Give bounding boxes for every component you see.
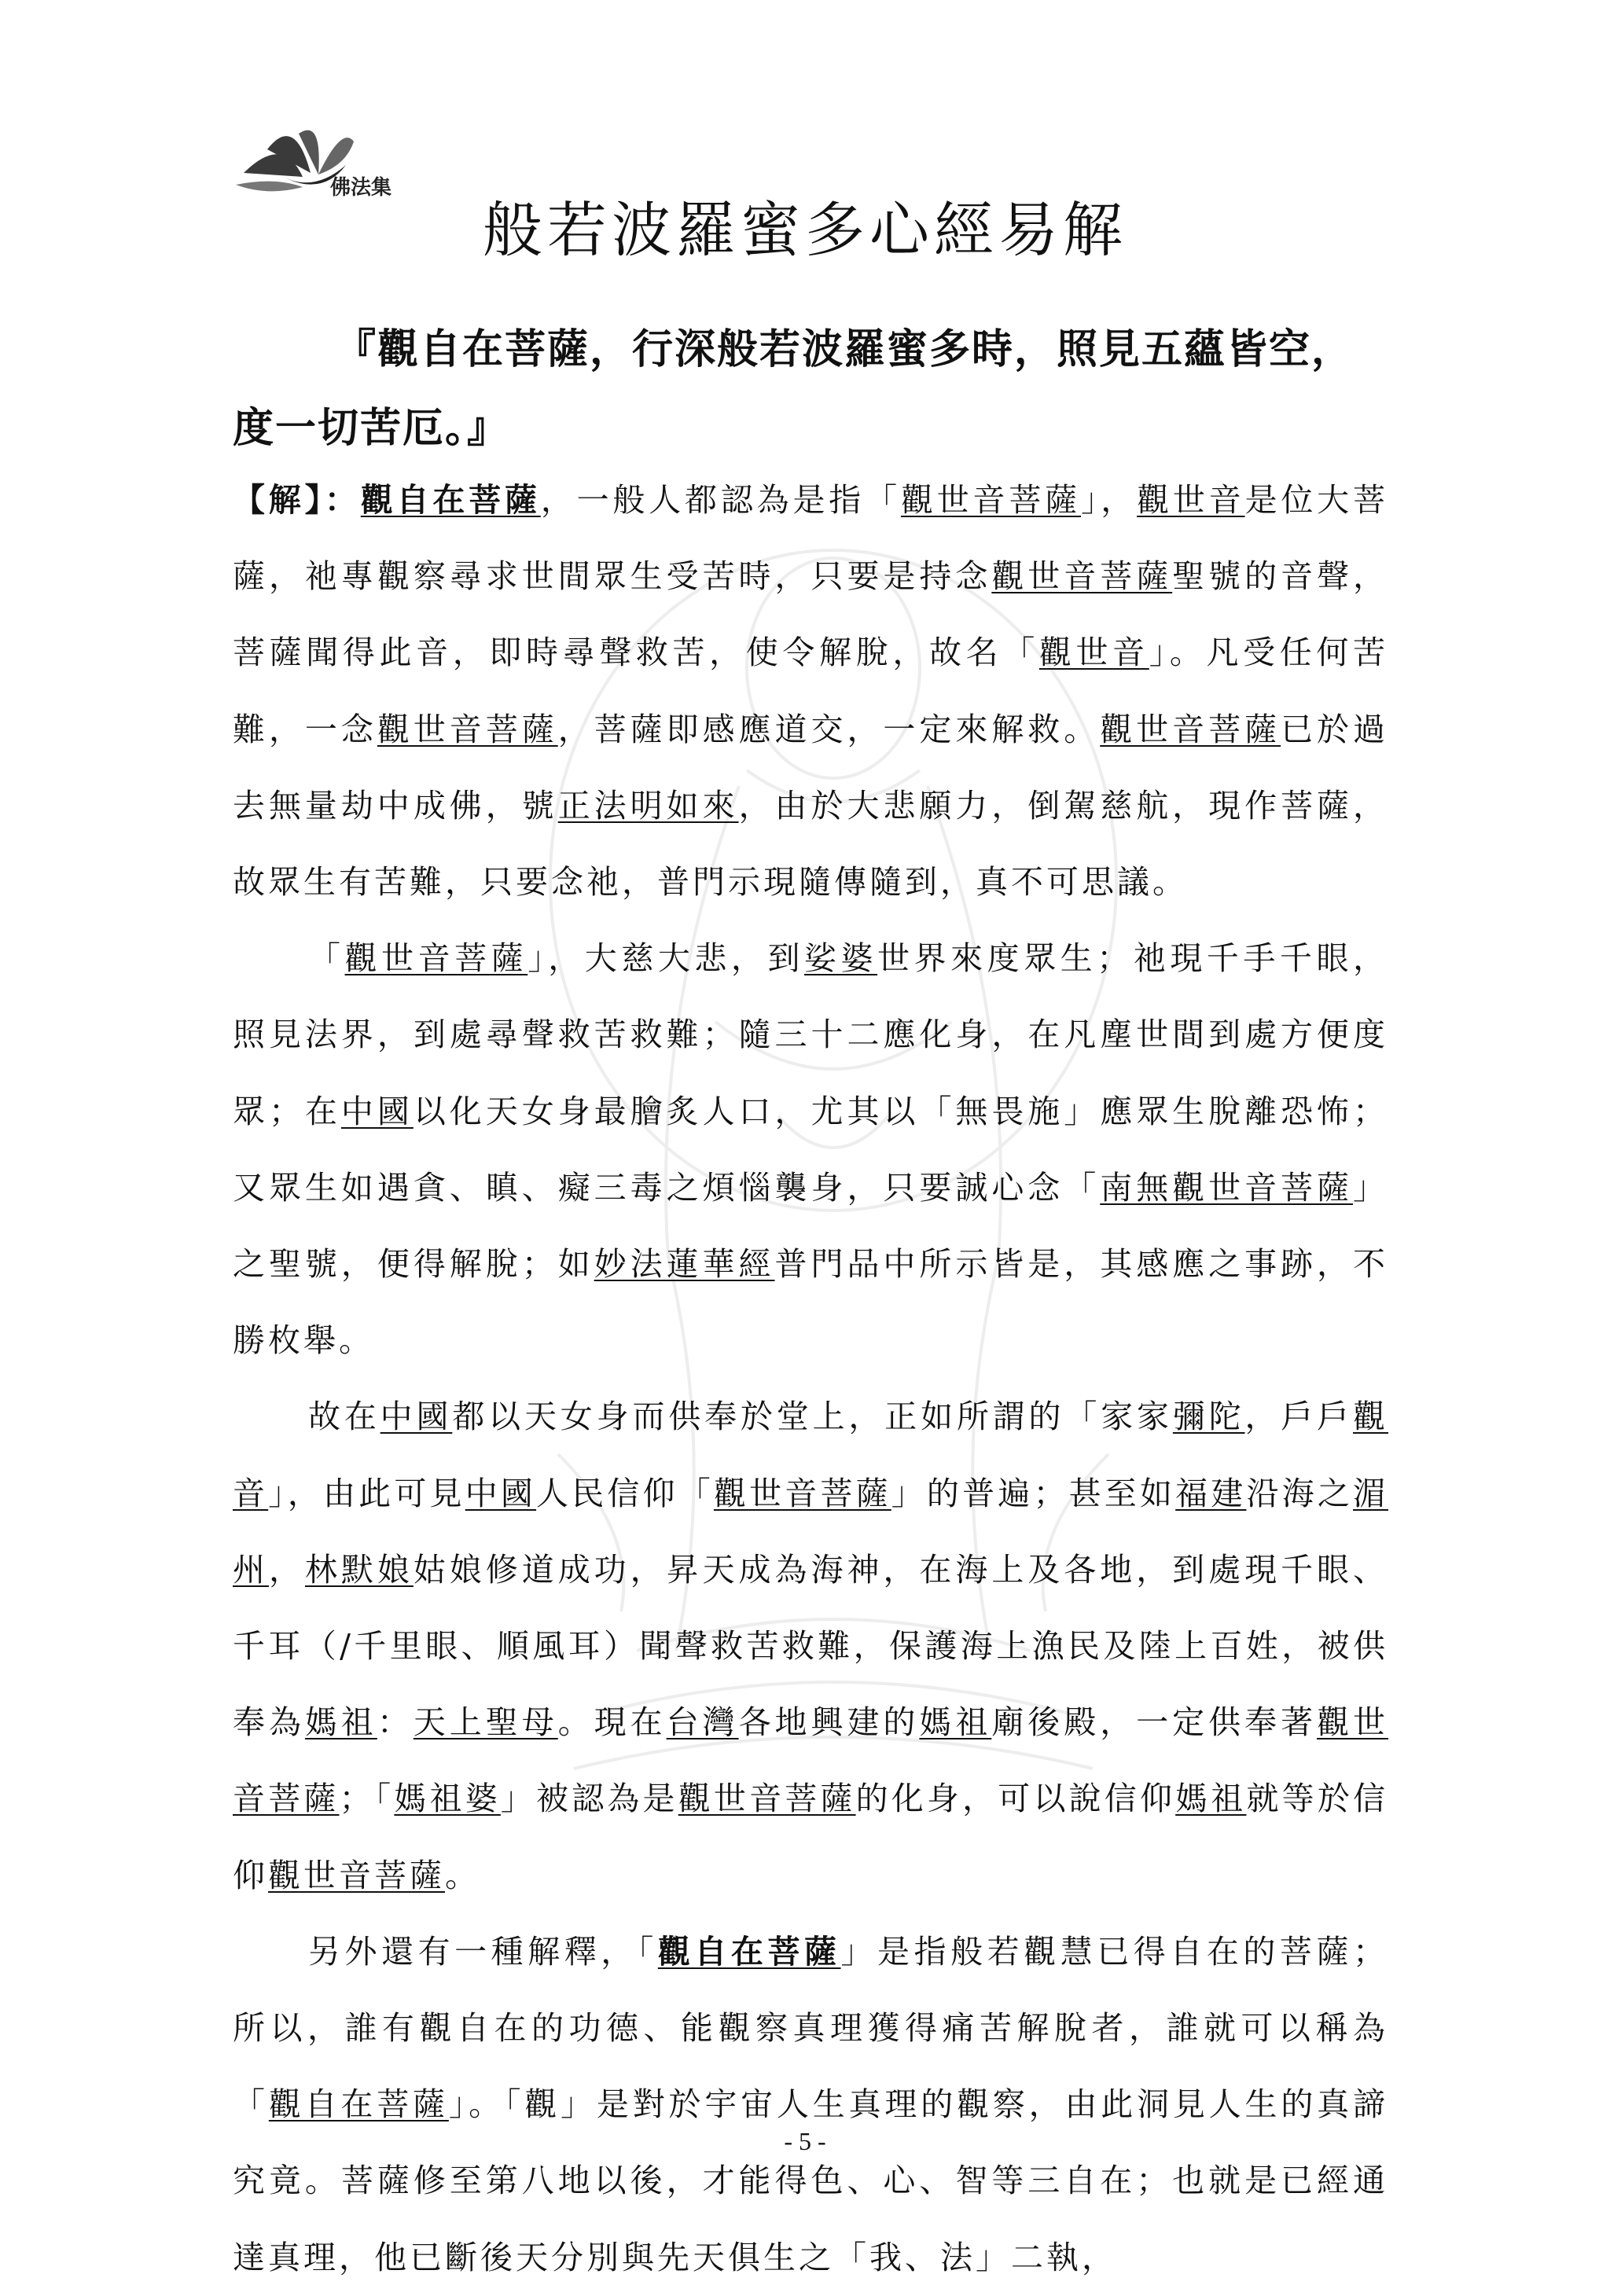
text-segment: 世界來度眾生；祂現千手千眼，照見法界，到處尋聲救苦救難；隨三十二應化身，在凡塵世間到處方便度眾；在 (233, 939, 1389, 1130)
text-segment: 」， (1081, 481, 1138, 519)
text-segment: 台灣 (666, 1703, 739, 1742)
text-segment: 觀世音菩薩 (268, 1856, 445, 1894)
text-segment: 已於過去無量劫中成佛，號 (233, 710, 1389, 825)
text-segment: 姑娘修道成功，昇天成為海神，在海上及各地，到處現千眼、千耳（/千里眼、順風耳）聞聲救苦救難，保護海上漁民及陸上百姓，被供奉為 (233, 1550, 1389, 1742)
text-segment: 以化天女身最膾炙人口，尤其以「無畏施」應眾生脫離恐怖；又眾生如遇貪、瞋、癡三毒之煩惱襲身，只要誠心念「 (233, 1092, 1389, 1207)
text-segment: 媽祖 (1175, 1780, 1247, 1818)
text-segment: 聖號的音聲，菩薩聞得此音，即時尋聲救苦，使令解脫，故名「 (233, 557, 1389, 672)
text-segment: 觀世音菩薩 (1100, 710, 1281, 748)
text-segment: 彌陀 (1172, 1398, 1245, 1436)
text-segment: 」。「觀」是對於宇宙人生真理的觀察，由此洞見人生的真諦究竟。菩薩修至第八地以後，才能得色、心、智等三自在；也就是已經通達真理，他已斷後天分別與先天俱生之「我、法」二執， (233, 2085, 1388, 2276)
page-number: - 5 - (784, 2127, 826, 2155)
text-segment: 林默娘 (304, 1550, 414, 1589)
text-segment: ， (268, 1550, 305, 1589)
text-segment: 就等於信仰 (233, 1780, 1388, 1894)
text-segment: 觀世音菩薩 (713, 1474, 891, 1512)
text-segment: 觀世音菩薩 (233, 1703, 1389, 1818)
text-segment: 觀世音 (1137, 481, 1245, 519)
text-segment: ，戶戶 (1244, 1398, 1354, 1436)
text-segment: 中國 (465, 1474, 537, 1512)
text-segment: 媽祖婆 (394, 1780, 501, 1818)
text-segment: 」，由此可見 (268, 1474, 465, 1512)
text-segment: 故在 (308, 1398, 380, 1436)
text-segment: 天上聖母 (413, 1703, 558, 1742)
text-segment: 觀自在菩薩 (657, 1932, 841, 1971)
text-segment: 都以天女身而供奉於堂上，正如所謂的「家家 (452, 1398, 1173, 1436)
text-segment: 湄州 (233, 1474, 1388, 1589)
text-segment: 南無觀世音菩薩 (1100, 1168, 1354, 1207)
text-segment: 中國 (340, 1092, 414, 1130)
text-segment: 。 (445, 1856, 480, 1894)
text-segment: 觀音 (233, 1398, 1389, 1512)
text-segment: ，由於大悲願力，倒駕慈航，現作菩薩，故眾生有苦難，只要念祂，普門示現隨傳隨到，真不可思議。 (233, 786, 1389, 902)
text-segment: 人民信仰「 (536, 1474, 714, 1512)
text-segment: 」。凡受任何苦難，一念 (233, 634, 1389, 748)
text-segment: ，菩薩即感應道交，一定來解救。 (557, 710, 1101, 748)
text-segment: 正法明如來 (557, 786, 739, 825)
text-segment: 是位大菩薩，祂專觀察尋求世間眾生受苦時，只要是持念 (233, 481, 1388, 596)
text-segment: 觀世音菩薩 (344, 939, 528, 978)
text-segment: 觀世音菩薩 (678, 1780, 856, 1818)
text-segment: 各地興建的 (738, 1703, 920, 1742)
text-segment: 廟後殿，一定供奉著 (991, 1703, 1318, 1742)
text-segment: 媽祖 (919, 1703, 992, 1742)
logo-label: 佛法集 (330, 176, 392, 200)
text-segment: 觀世音菩薩 (900, 481, 1081, 519)
text-segment: 另外還有一種解釋，「 (308, 1932, 658, 1971)
text-segment: 普門品中所示皆是，其感應之事跡，不勝枚舉。 (233, 1245, 1389, 1360)
text-segment: 福建 (1175, 1474, 1247, 1512)
text-segment: 觀世音 (1038, 634, 1149, 672)
text-segment: 「 (308, 939, 345, 978)
text-segment: 。現在 (557, 1703, 667, 1742)
text-segment: 」的普遍；甚至如 (891, 1474, 1176, 1512)
text-segment: 觀自在菩薩 (268, 2085, 449, 2124)
commentary-body (233, 462, 1388, 2296)
text-segment: 」是指般若觀慧已得自在的菩薩；所以，誰有觀自在的功德、能觀察真理獲得痛苦解脫者，誰就可以稱為「 (233, 1932, 1388, 2124)
paragraph-2 (233, 920, 1388, 1379)
text-segment: 媽祖 (304, 1703, 377, 1742)
text-segment: 觀世音菩薩 (377, 710, 558, 748)
text-segment: 」被認為是 (500, 1780, 678, 1818)
text-segment: 觀世音菩薩 (991, 557, 1173, 596)
text-segment: ；「 (339, 1780, 395, 1818)
text-segment: 沿海之 (1246, 1474, 1353, 1512)
text-segment: 妙法蓮華經 (594, 1245, 775, 1284)
text-segment: 的化身，可以說信仰 (855, 1780, 1176, 1818)
paragraph-1 (233, 462, 1388, 920)
text-segment: 娑婆 (804, 939, 878, 978)
text-segment: 觀自在菩薩 (360, 481, 541, 519)
paragraph-3 (233, 1379, 1388, 1913)
text-segment: 」，大慈大悲，到 (527, 939, 804, 978)
text-segment: 」之聖號，便得解脫；如 (233, 1168, 1389, 1284)
text-segment: ： (377, 1703, 414, 1742)
text-segment: ，一般人都認為是指「 (540, 481, 901, 519)
page-title: 般若波羅蜜多心經易解 (483, 195, 1127, 265)
text-segment: 中國 (380, 1398, 453, 1436)
text-segment: 【解】： (233, 481, 361, 519)
paragraph-4 (233, 1914, 1388, 2296)
sutra-verse: 『觀自在菩薩，行深般若波羅蜜多時，照見五蘊皆空，度一切苦厄。』 (233, 326, 1355, 452)
